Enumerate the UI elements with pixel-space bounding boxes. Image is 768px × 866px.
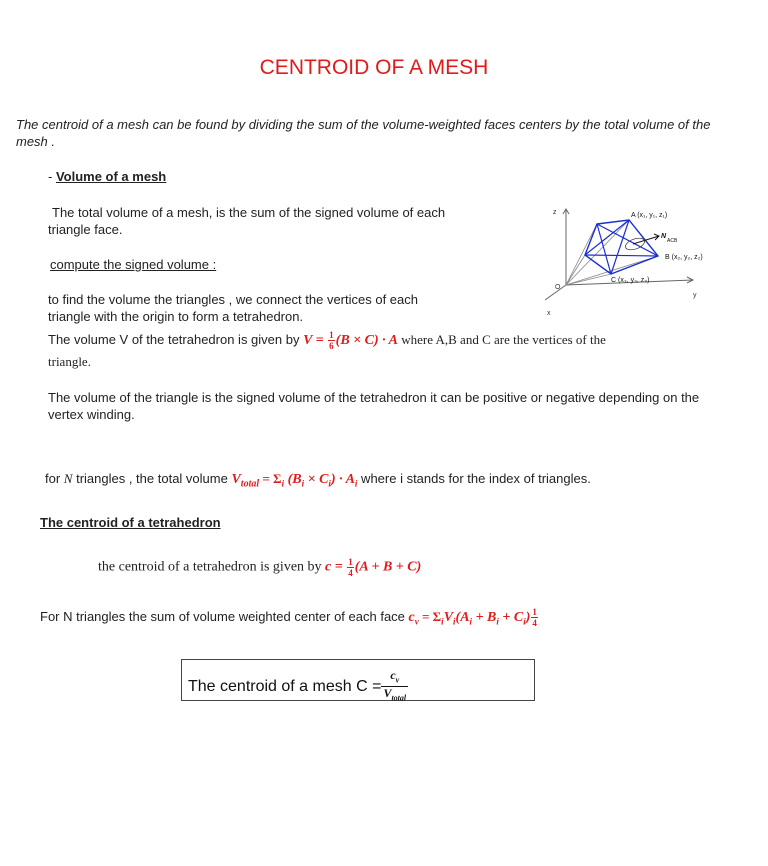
weighted-rhs3: + B: [472, 609, 497, 625]
weighted-fraction: [531, 607, 538, 628]
vertex-c-label: C (x₃, y₃, z₃): [611, 277, 650, 284]
centroid-lhs: c =: [325, 559, 347, 575]
total-rhs3: ) · A: [330, 472, 355, 487]
centroid-formula-line: [98, 557, 421, 578]
page-title: CENTROID OF A MESH: [259, 56, 489, 79]
total-suffix: where i stands for the index of triangles.: [357, 471, 591, 486]
weighted-sub-i: i: [441, 616, 444, 627]
weighted-lhs: c: [408, 609, 415, 625]
volume-heading-dash: -: [48, 169, 56, 184]
centroid-frac-den: 4: [348, 568, 353, 578]
volume-formula-lhs: V =: [303, 332, 328, 348]
total-formula-sub: total: [240, 478, 260, 490]
weighted-formula-line: For N triangles the sum of volume weighted center of each face $c_v = \Sigma_iV_i(A_i + B_i + C_i)$ $\frac{1}{4}$: [40, 607, 537, 628]
total-volume-text: The total volume of a mesh, is the sum of the signed volume of each triangle face.: [48, 205, 446, 237]
volume-formula-rhs: (B × C) · A: [335, 332, 398, 348]
final-den: $V_{total}$: [383, 686, 407, 703]
tetrahedron-diagram: [545, 200, 735, 320]
total-rhs2: × C: [304, 472, 329, 487]
total-sub-i: i: [281, 478, 285, 489]
weighted-rhs2: (A: [455, 609, 470, 625]
weighted-prefix: For N triangles the sum of volume weighted center of each face: [40, 608, 409, 624]
weighted-frac-num: 1: [532, 607, 537, 617]
centroid-fraction: [347, 557, 354, 578]
weighted-rhs5: ): [525, 609, 531, 625]
weighted-frac-den: 4: [532, 618, 537, 628]
origin-label: O: [555, 284, 561, 291]
weighted-eq: = Σ: [418, 608, 442, 624]
volume-prefix: The volume V of the tetrahedron is given by: [48, 331, 304, 347]
final-formula-box: [181, 659, 535, 701]
final-num: $c_v$: [381, 669, 408, 687]
centroid-frac-num: 1: [348, 557, 353, 567]
connect-vertices-text: to find the volume the triangles , we connect the vertices of each triangle with the origin to form a tetrahedron.: [48, 292, 418, 324]
volume-fraction: [328, 330, 335, 351]
volume-formula-line: [48, 330, 606, 351]
weighted-sub: v: [414, 616, 419, 627]
total-volume-formula-line: for N triangles , the total volume $V_{total} = \Sigma_i$ $(B_i \times C_i) \cdot A_i$ where i stands for the index of triangles.: [45, 471, 591, 490]
volume-frac-den: 6: [329, 341, 334, 351]
intro-paragraph: The centroid of a mesh can be found by dividing the sum of the volume-weighted faces centers by the total volume of the mesh .: [16, 117, 711, 149]
total-eq: = Σ: [259, 471, 282, 486]
vertex-a-label: A (x₁, y₁, z₁): [631, 212, 668, 219]
total-prefix: for: [45, 471, 64, 486]
total-formula-v: V: [231, 472, 241, 487]
centroid-line: the centroid of a tetrahedron is given by: [98, 559, 326, 575]
total-n: N: [63, 471, 73, 486]
axis-y-label: y: [693, 292, 697, 299]
volume-frac-num: 1: [329, 330, 334, 340]
axis-x-label: x: [547, 310, 551, 317]
total-rhs: (B: [284, 472, 302, 487]
volume-tail: triangle.: [48, 354, 91, 369]
normal-label-sub: ACB: [667, 238, 678, 244]
final-formula: [188, 669, 408, 705]
signed-volume-text: The volume of the triangle is the signed volume of the tetrahedron it can be positive or negative depending on the vertex winding.: [48, 390, 700, 422]
normal-label: N: [661, 233, 667, 240]
total-mid: triangles , the total volume: [72, 471, 232, 486]
axis-z-label: z: [553, 209, 557, 216]
compute-signed-volume: compute the signed volume :: [50, 257, 217, 272]
final-label: The centroid of a mesh C =: [188, 678, 382, 696]
centroid-rhs: (A + B + C): [354, 559, 422, 575]
volume-suffix: where A,B and C are the vertices of the: [397, 331, 606, 347]
volume-heading-text: Volume of a mesh: [55, 169, 167, 184]
centroid-heading: The centroid of a tetrahedron: [40, 515, 221, 530]
weighted-rhs: V: [443, 609, 454, 625]
weighted-rhs4: + C: [498, 609, 524, 625]
vertex-b-label: B (x₂, y₂, z₂): [665, 254, 703, 261]
final-fraction: [381, 669, 408, 705]
volume-heading: [48, 168, 166, 185]
